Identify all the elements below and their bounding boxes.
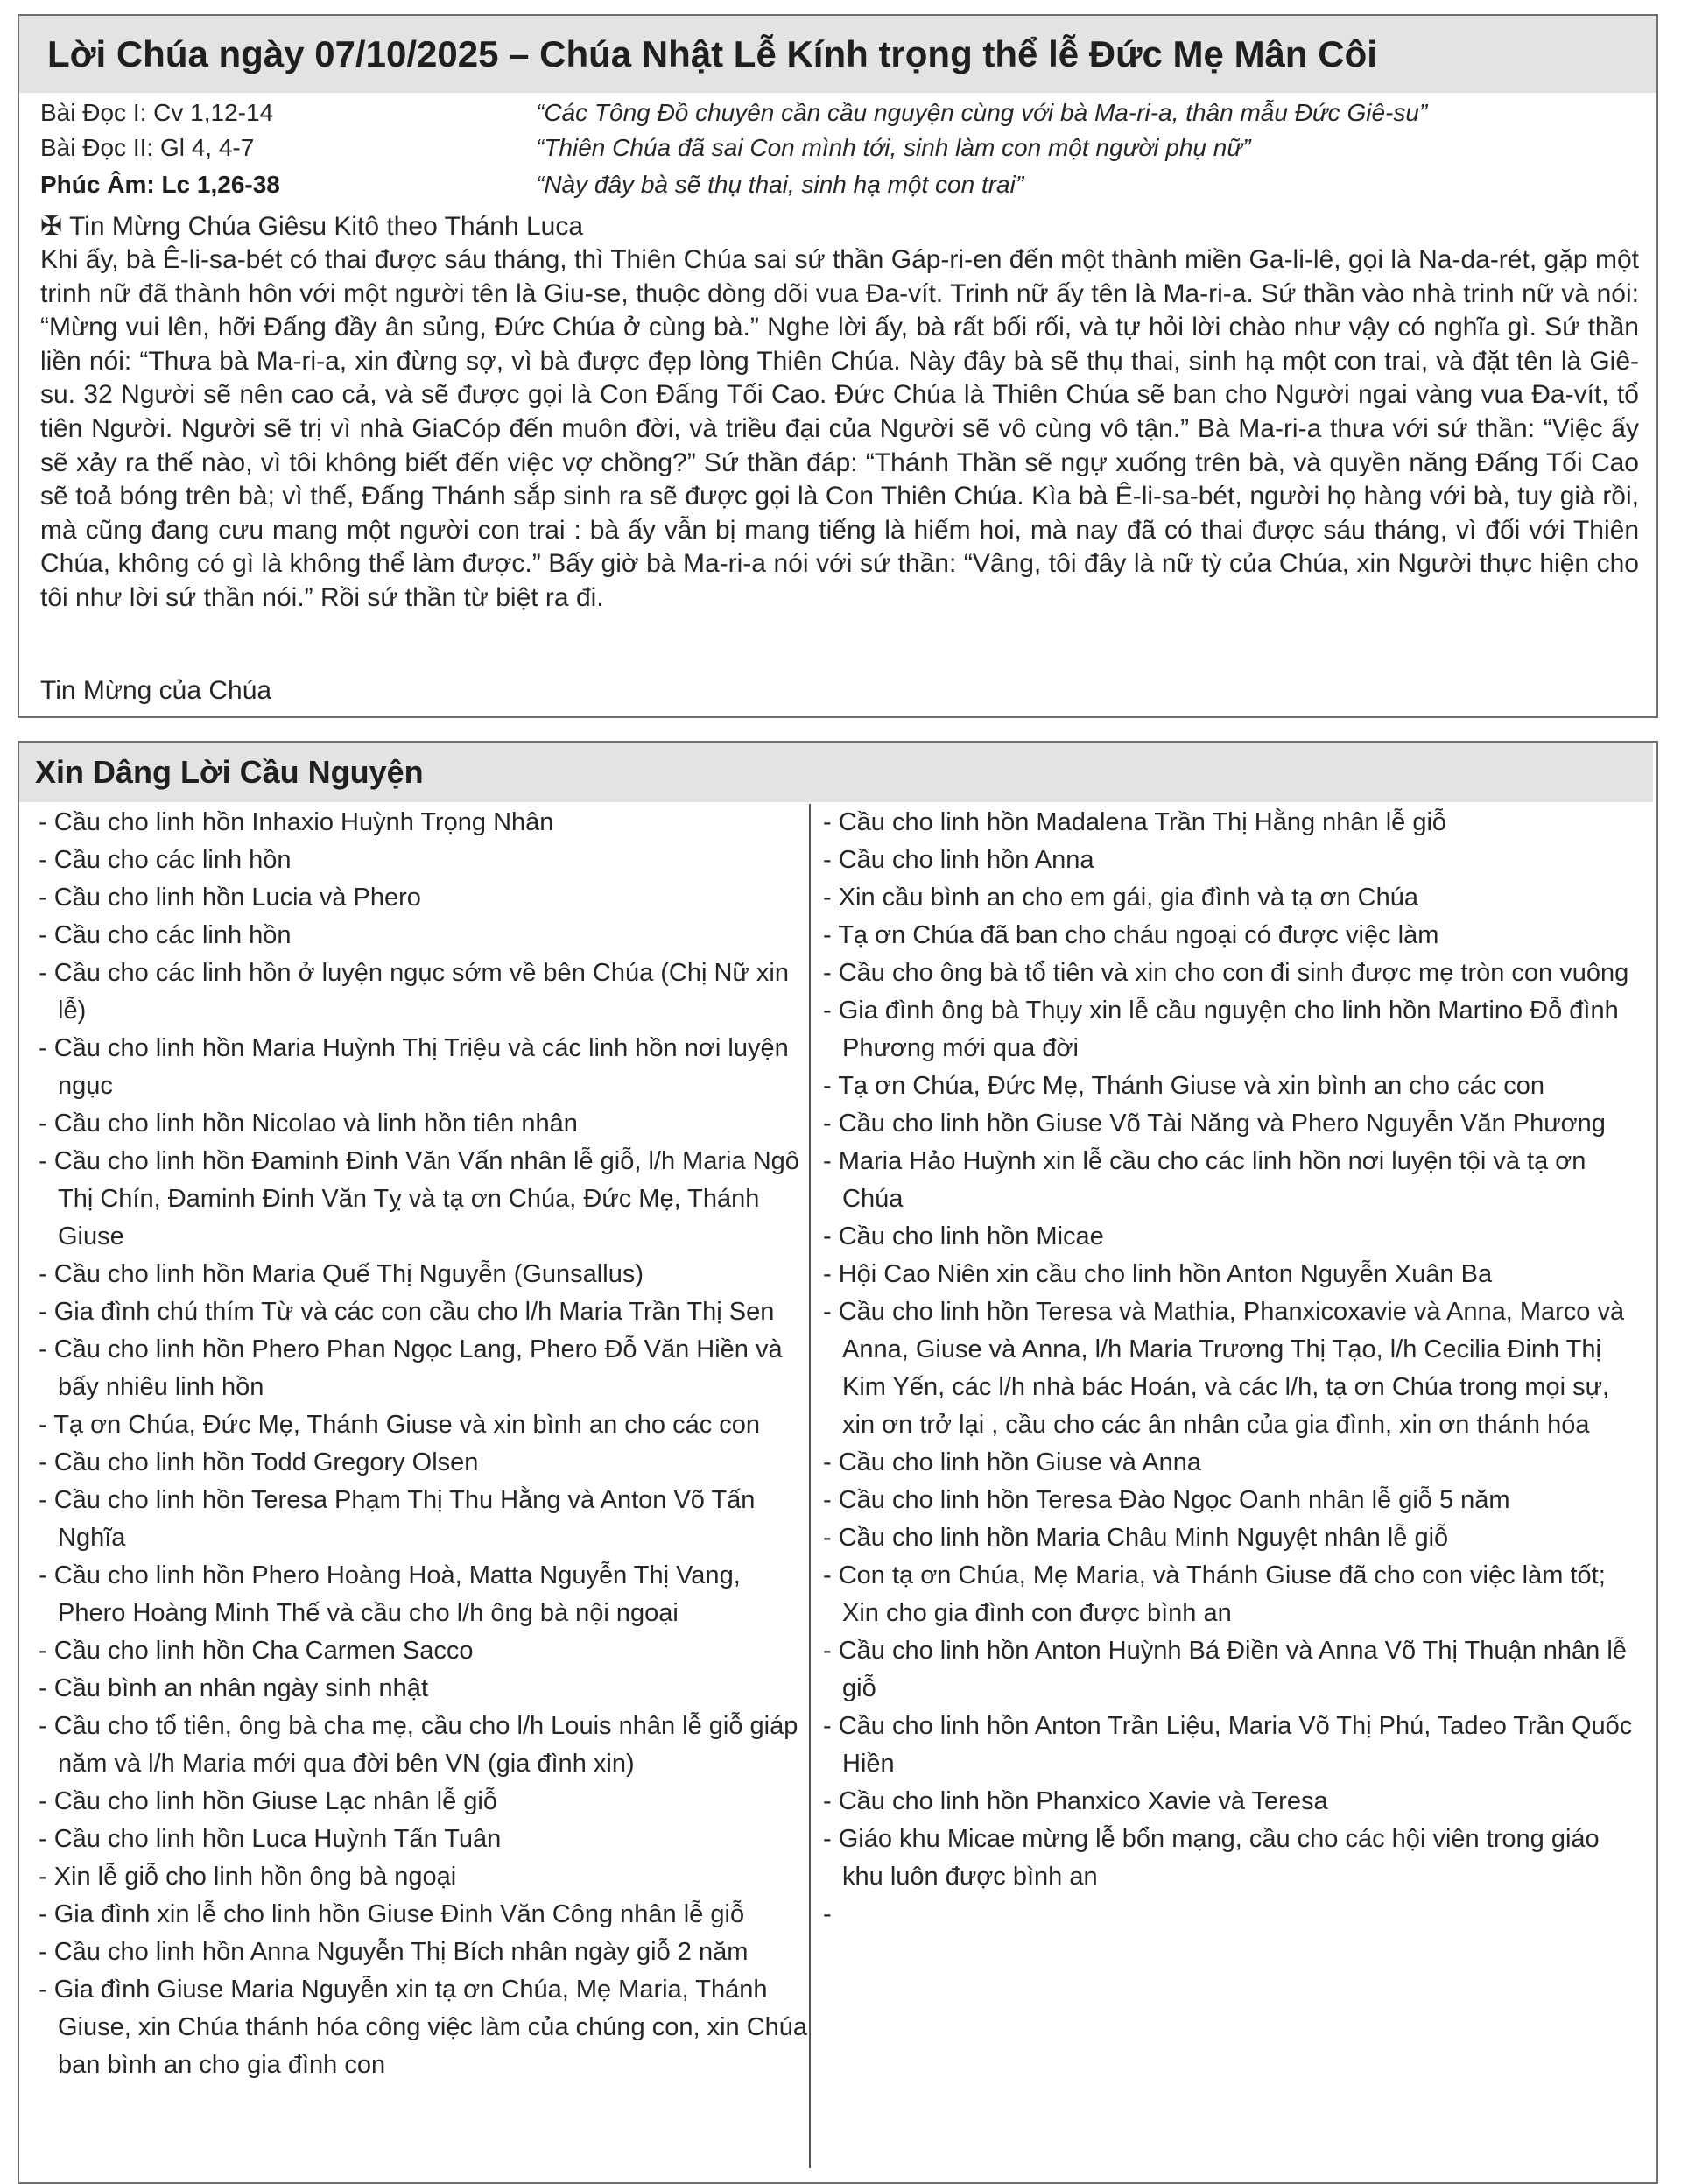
reading-1-reference: Bài Đọc I: Cv 1,12-14: [40, 99, 274, 126]
reading-2-quote: “Thiên Chúa đã sai Con mình tới, sinh làm con một người phụ nữ”: [536, 134, 1251, 161]
prayer-item: - Cầu cho các linh hồn: [39, 921, 292, 949]
prayer-item: - Cầu cho tổ tiên, ông bà cha mẹ, cầu cho l/h Louis nhân lễ giỗ giáp năm và l/h Maria mới qua đời bên VN (gia đình xin): [39, 1712, 798, 1778]
prayer-item: - Gia đình Giuse Maria Nguyễn xin tạ ơn Chúa, Mẹ Maria, Thánh Giuse, xin Chúa thánh hóa công việc làm của chúng con, xin Chúa ban bình an cho gia đình con: [39, 1976, 808, 2079]
prayer-item: - Cầu cho linh hồn Giuse và Anna: [823, 1448, 1202, 1476]
gospel-reading-reference: Phúc Âm: Lc 1,26-38: [40, 171, 280, 198]
prayer-item: - Gia đình chú thím Từ và các con cầu cho l/h Maria Trần Thị Sen: [39, 1298, 775, 1326]
prayer-list-right: [823, 804, 1637, 1934]
prayer-item: - Cầu cho ông bà tổ tiên và xin cho con đi sinh được mẹ tròn con vuông: [823, 959, 1629, 987]
prayer-item: - Cầu cho linh hồn Luca Huỳnh Tấn Tuân: [39, 1825, 502, 1853]
prayer-item: - Cầu cho linh hồn Todd Gregory Olsen: [39, 1448, 479, 1476]
prayer-item: - Cầu cho linh hồn Phero Hoàng Hoà, Matta Nguyễn Thị Vang, Phero Hoàng Minh Thế và cầu cho l/h ông bà nội ngoại: [39, 1561, 741, 1627]
prayer-item: - Tạ ơn Chúa, Đức Mẹ, Thánh Giuse và xin bình an cho các con: [823, 1072, 1545, 1100]
prayer-item: - Cầu cho linh hồn Giuse Võ Tài Năng và Phero Nguyễn Văn Phương: [823, 1110, 1606, 1138]
prayer-header: [19, 743, 1653, 802]
prayer-item: - Xin cầu bình an cho em gái, gia đình và tạ ơn Chúa: [823, 884, 1418, 912]
gospel-intro-text: Tin Mừng Chúa Giêsu Kitô theo Thánh Luca: [68, 212, 584, 241]
prayer-item: - Cầu cho linh hồn Phero Phan Ngọc Lang, Phero Đỗ Văn Hiền và bấy nhiêu linh hồn: [39, 1335, 783, 1401]
prayer-item: - Giáo khu Micae mừng lễ bổn mạng, cầu cho các hội viên trong giáo khu luôn được bình an: [823, 1825, 1600, 1891]
prayer-list-left: [39, 804, 809, 2084]
prayer-item: - Tạ ơn Chúa, Đức Mẹ, Thánh Giuse và xin bình an cho các con: [39, 1411, 761, 1439]
prayer-item: - Cầu cho linh hồn Maria Huỳnh Thị Triệu và các linh hồn nơi luyện ngục: [39, 1034, 789, 1100]
prayer-item: - Cầu cho linh hồn Anna Nguyễn Thị Bích nhân ngày giỗ 2 năm: [39, 1938, 749, 1966]
prayer-item: - Cầu cho các linh hồn: [39, 846, 292, 874]
prayer-item: - Cầu cho linh hồn Teresa Đào Ngọc Oanh nhân lễ giỗ 5 năm: [823, 1486, 1510, 1514]
reading-1-quote: “Các Tông Đồ chuyên cần cầu nguyện cùng với bà Ma-ri-a, thân mẫu Đức Giê-su”: [536, 99, 1428, 126]
prayer-item: - Cầu cho linh hồn Maria Quế Thị Nguyễn (Gunsallus): [39, 1260, 644, 1288]
prayer-item: - Hội Cao Niên xin cầu cho linh hồn Anton Nguyễn Xuân Ba: [823, 1260, 1493, 1288]
prayer-item: - Cầu bình an nhân ngày sinh nhật: [39, 1674, 428, 1702]
prayer-item: - Cầu cho linh hồn Inhaxio Huỳnh Trọng Nhân: [39, 808, 554, 836]
prayer-item: - Cầu cho linh hồn Teresa và Mathia, Phanxicoxavie và Anna, Marco và Anna, Giuse và Anna, l/h Maria Trương Thị Tạo, l/h Cecilia Đinh Thị Kim Yến, các l/h nhà bác Hoán, và các l/h, tạ ơn Chúa trong mọi sự, xin ơn trở lại , cầu cho các ân nhân của gia đình, xin ơn thánh hóa: [823, 1298, 1625, 1439]
prayer-item: - Xin lễ giỗ cho linh hồn ông bà ngoại: [39, 1863, 457, 1891]
prayer-item: - Cầu cho linh hồn Micae: [823, 1222, 1104, 1251]
prayer-item: - Cầu cho linh hồn Anton Trần Liệu, Maria Võ Thị Phú, Tadeo Trần Quốc Hiền: [823, 1712, 1633, 1778]
gospel-reading-quote: “Này đây bà sẽ thụ thai, sinh hạ một con trai”: [536, 171, 1024, 198]
prayer-item: - Cầu cho linh hồn Nicolao và linh hồn tiên nhân: [39, 1110, 578, 1138]
cross-icon: ✠: [40, 212, 63, 241]
prayer-item: - Cầu cho linh hồn Phanxico Xavie và Teresa: [823, 1787, 1328, 1815]
prayer-item: - Cầu cho các linh hồn ở luyện ngục sớm về bên Chúa (Chị Nữ xin lễ): [39, 959, 789, 1025]
gospel-title: Lời Chúa ngày 07/10/2025 – Chúa Nhật Lễ Kính trọng thể lễ Đức Mẹ Mân Côi: [47, 33, 1377, 74]
gospel-intro-line: [40, 210, 583, 243]
prayer-item: - Cầu cho linh hồn Đaminh Đinh Văn Vấn nhân lễ giỗ, l/h Maria Ngô Thị Chín, Đaminh Đinh Văn Tỵ và tạ ơn Chúa, Đức Mẹ, Thánh Giuse: [39, 1147, 799, 1251]
prayer-item: - Cầu cho linh hồn Anna: [823, 846, 1094, 874]
gospel-header: [19, 16, 1656, 93]
reading-2-reference: Bài Đọc II: Gl 4, 4-7: [40, 134, 255, 161]
prayer-item: - Cầu cho linh hồn Cha Carmen Sacco: [39, 1637, 474, 1665]
prayer-item: - Cầu cho linh hồn Anton Huỳnh Bá Điền và Anna Võ Thị Thuận nhân lễ giỗ: [823, 1637, 1627, 1702]
prayer-item: -: [823, 1900, 832, 1928]
prayer-item: - Cầu cho linh hồn Teresa Phạm Thị Thu Hằng và Anton Võ Tấn Nghĩa: [39, 1486, 756, 1552]
gospel-body-text: Khi ấy, bà Ê-li-sa-bét có thai được sáu tháng, thì Thiên Chúa sai sứ thần Gáp-ri-en đến một thành miền Ga-li-lê, gọi là Na-da-rét, gặp một trinh nữ đã thành hôn với một người tên là Giu-se, thuộc dòng dõi vua Đa-vít. Trinh nữ ấy tên là Ma-ri-a. Sứ thần vào nhà trinh nữ và nói: “Mừng vui lên, hỡi Đấng đầy ân sủng, Đức Chúa ở cùng bà.” Nghe lời ấy, bà rất bối rối, và tự hỏi lời chào như vậy có nghĩa gì. Sứ thần liền nói: “Thưa bà Ma-ri-a, xin đừng sợ, vì bà được đẹp lòng Thiên Chúa. Này đây bà sẽ thụ thai, sinh hạ một con trai, và đặt tên là Giê-su. 32 Người sẽ nên cao cả, và sẽ được gọi là Con Đấng Tối Cao. Đức Chúa là Thiên Chúa sẽ ban cho Người ngai vàng vua Đa-vít, tổ tiên Người. Người sẽ trị vì nhà GiaCóp đến muôn đời, và triều đại của Người sẽ vô cùng vô tận.” Bà Ma-ri-a thưa với sứ thần: “Việc ấy sẽ xảy ra thế nào, vì tôi không biết đến việc vợ chồng?” Sứ thần đáp: “Thánh Thần sẽ ngự xuống trên bà, và quyền năng Đấng Tối Cao sẽ toả bóng trên bà; vì thế, Đấng Thánh sắp sinh ra sẽ được gọi là Con Thiên Chúa. Kìa bà Ê-li-sa-bét, người họ hàng với bà, tuy già rồi, mà cũng đang cưu mang một người con trai : bà ấy vẫn bị mang tiếng là hiếm hoi, mà nay đã có thai được sáu tháng, vì đối với Thiên Chúa, không có gì là không thể làm được.” Bấy giờ bà Ma-ri-a nói với sứ thần: “Vâng, tôi đây là nữ tỳ của Chúa, xin Người thực hiện cho tôi như lời sứ thần nói.” Rồi sứ thần từ biệt ra đi.: [40, 245, 1639, 612]
prayer-item: - Tạ ơn Chúa đã ban cho cháu ngoại có được việc làm: [823, 921, 1439, 949]
column-divider: [809, 804, 811, 2168]
gospel-section: [18, 14, 1658, 718]
prayer-item: - Cầu cho linh hồn Madalena Trần Thị Hằng nhân lễ giỗ: [823, 808, 1447, 836]
prayer-item: - Cầu cho linh hồn Giuse Lạc nhân lễ giỗ: [39, 1787, 497, 1815]
gospel-ending: Tin Mừng của Chúa: [40, 676, 272, 705]
prayer-item: - Cầu cho linh hồn Maria Châu Minh Nguyệt nhân lễ giỗ: [823, 1524, 1449, 1552]
prayer-item: - Gia đình xin lễ cho linh hồn Giuse Đinh Văn Công nhân lễ giỗ: [39, 1900, 745, 1928]
prayer-item: - Maria Hảo Huỳnh xin lễ cầu cho các linh hồn nơi luyện tội và tạ ơn Chúa: [823, 1147, 1586, 1213]
prayer-title: Xin Dâng Lời Cầu Nguyện: [35, 754, 424, 790]
prayer-item: - Con tạ ơn Chúa, Mẹ Maria, và Thánh Giuse đã cho con việc làm tốt; Xin cho gia đình con được bình an: [823, 1561, 1606, 1627]
prayer-section: [18, 741, 1658, 2184]
prayer-item: - Gia đình ông bà Thụy xin lễ cầu nguyện cho linh hồn Martino Đỗ đình Phương mới qua đời: [823, 997, 1619, 1062]
prayer-item: - Cầu cho linh hồn Lucia và Phero: [39, 884, 421, 912]
